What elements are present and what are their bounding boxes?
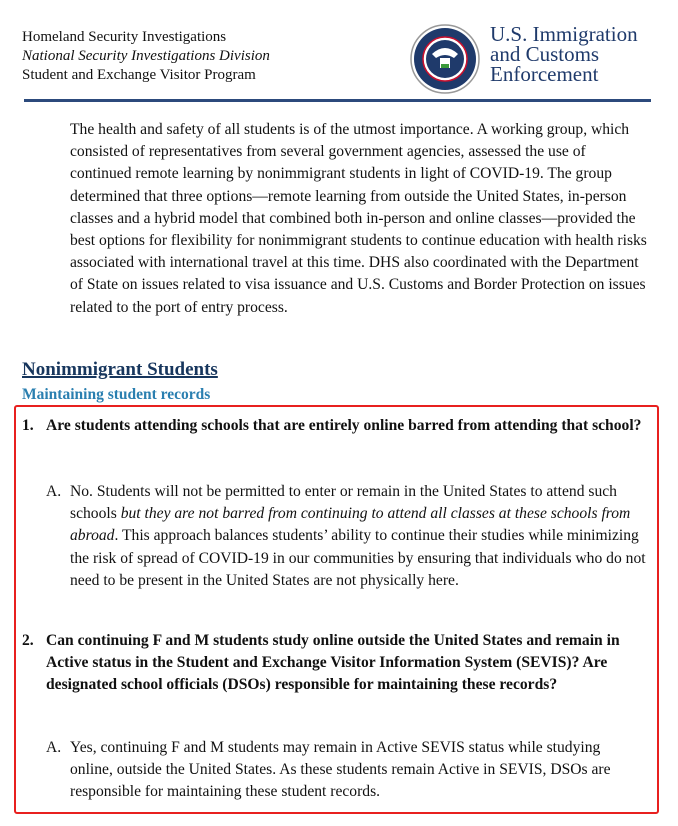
agency-line-1: U.S. Immigration: [490, 22, 638, 46]
question-text: Are students attending schools that are entirely online barred from attending that school?: [46, 417, 642, 434]
question-number: 2.: [22, 632, 34, 649]
answer-1: [46, 481, 646, 592]
agency-line-3: Enforcement: [490, 62, 599, 86]
question-text: Can continuing F and M students study online outside the United States and remain in Active status in the Student and Exchange Visitor Information System (SEVIS)? Are designated school officials (DSOs) responsible for maintaining these records?: [46, 632, 620, 694]
answer-label: A.: [46, 483, 62, 500]
intro-paragraph: The health and safety of all students is of the utmost importance. A working group, which consisted of representatives from several government agencies, assessed the use of continued remote learning by nonimmigrant students in light of COVID-19. The group determined that three options—remote learning from outside the United States, in-person classes and a hybrid model that combined both in-person and online classes—provided the best options for flexibility for nonimmigrant students to continue education with health risks associated with international travel at this time. DHS also coordinated with the Department of State on issues related to visa issuance and U.S. Customs and Border Protection on issues related to the port of entry process.: [70, 121, 647, 316]
section-title: Nonimmigrant Students: [22, 359, 218, 380]
answer-text: No. Students will not be permitted to enter or remain in the United States to attend such schools but they are not barred from continuing to attend all classes at these schools from abroad. This approach balances students’ ability to continue their studies while minimizing the risk of spread of COVID-19 in our communities by ensuring that individuals who do not need to be present in the United States are not physically here.: [70, 483, 646, 589]
section-subtitle: Maintaining student records: [22, 386, 211, 403]
dhs-seal-icon: [410, 24, 480, 94]
header-line-2: National Security Investigations Division: [22, 48, 270, 64]
answer-text: Yes, continuing F and M students may remain in Active SEVIS status while studying online, outside the United States. As these students remain Active in SEVIS, DSOs are responsible for maintaining these student records.: [70, 739, 611, 801]
question-number: 1.: [22, 417, 34, 434]
header-line-3: Student and Exchange Visitor Program: [22, 67, 256, 83]
header-line-1: Homeland Security Investigations: [22, 29, 227, 45]
answer-label: A.: [46, 739, 62, 756]
answer-2: [46, 737, 646, 804]
agency-line-2: and Customs: [490, 42, 600, 66]
header-divider: [24, 99, 651, 102]
header-text: [22, 28, 270, 85]
question-2: [22, 630, 642, 697]
agency-name: [490, 24, 638, 84]
question-1: [22, 415, 642, 437]
